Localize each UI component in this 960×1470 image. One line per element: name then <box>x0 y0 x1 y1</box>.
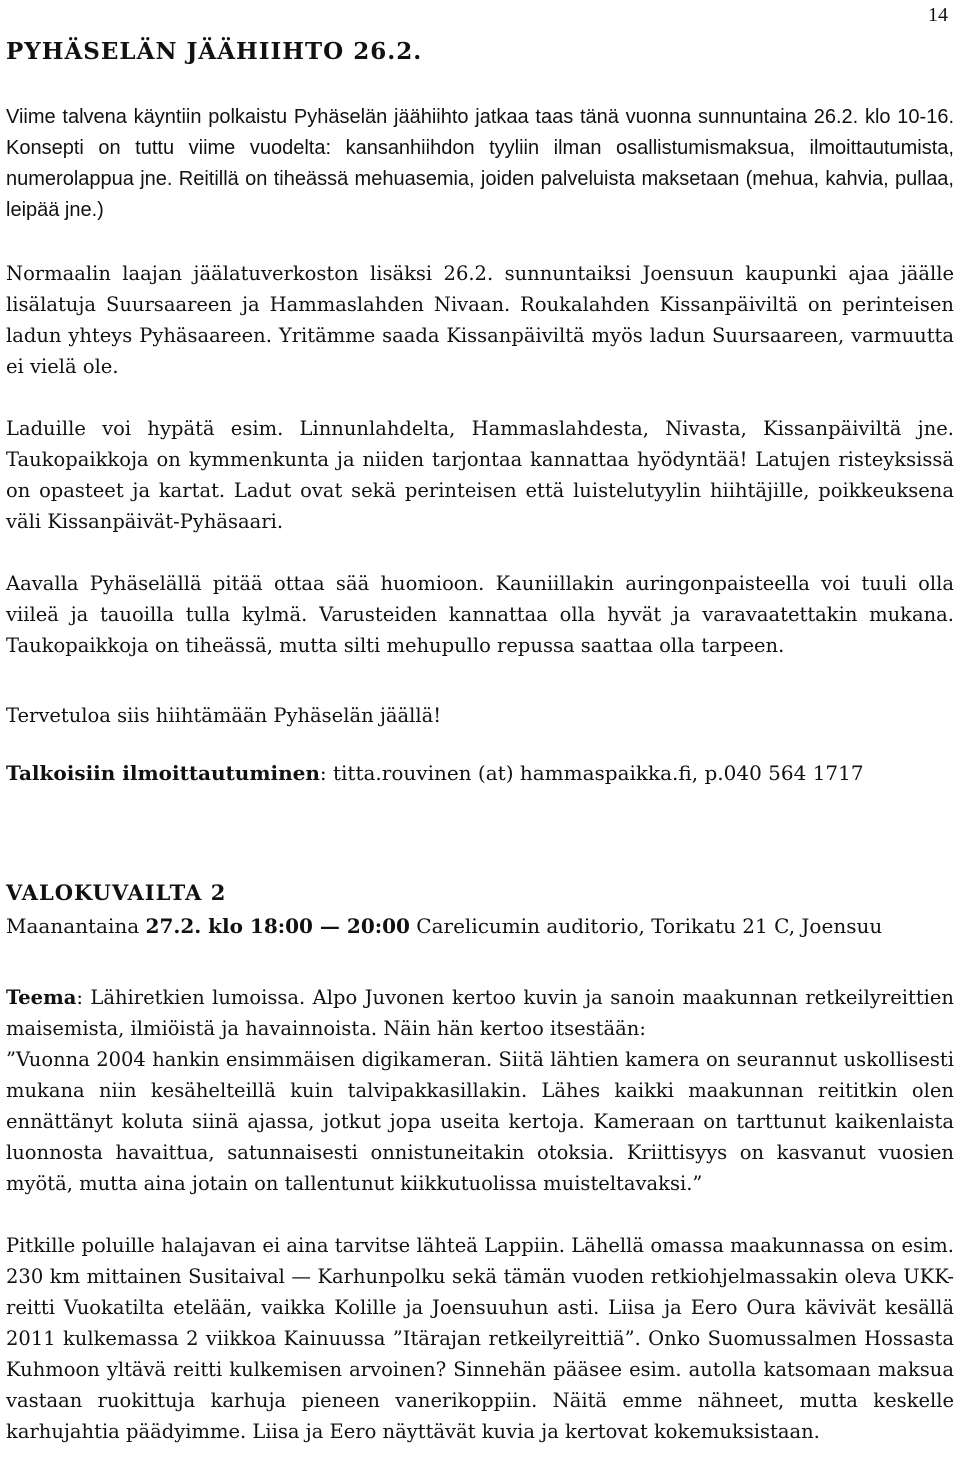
contact-details: : titta.rouvinen (at) hammaspaikka.fi, p.040 564 1717 <box>319 761 864 785</box>
event-datetime: 27.2. klo 18:00 — 20:00 <box>145 914 410 938</box>
intro-paragraph: Viime talvena käyntiin polkaistu Pyhäselän jäähiihto jatkaa taas tänä vuonna sunnuntaina 26.2. klo 10-16. Konsepti on tuttu viime vuodelta: kansanhiihdon tyyliin ilman osallistumismaksua, ilmoittautumista, numerolappua jne. Reitillä on tiheässä mehuasemia, joiden palveluista maksetaan (mehua, kahvia, pullaa, leipää jne.) <box>6 106 954 221</box>
weather-paragraph: Aavalla Pyhäselällä pitää ottaa sää huomioon. Kauniillakin auringonpaisteella voi tuuli olla viileä ja tauoilla tulla kylmä. Varusteiden kannattaa olla hyvät ja varavaatettakin mukana. Taukopaikkoja on tiheässä, mutta silti mehupullo repussa saattaa olla tarpeen. <box>6 572 954 657</box>
welcome-line: Tervetuloa siis hiihtämään Pyhäselän jäällä! <box>6 704 442 727</box>
quote-text: ”Vuonna 2004 hankin ensimmäisen digikameran. Siitä lähtien kamera on seurannut uskollisesti mukana niin kesähelteillä kuin talvipakkasillakin. Lähes kaikki maakunnan reititkin olen ennättänyt koluta siinä ajassa, jotkut jopa useita kertoja. Kameraan on tarttunut kaikenlaista luonnosta havaittua, satunnaisesti onnistuneitakin otoksia. Kriittisyys on kasvanut vuosien myötä, mutta aina jotain on tallentunut kiikkutuolissa muisteltavaksi.” <box>6 1048 954 1195</box>
page-number: 14 <box>928 4 948 26</box>
section-title-jaahiihto: PYHÄSELÄN JÄÄHIIHTO 26.2. <box>6 38 423 65</box>
event-when-line <box>6 914 882 938</box>
trails-paragraph: Pitkille poluille halajavan ei aina tarvitse lähteä Lappiin. Lähellä omassa maakunnassa on esim. 230 km mittainen Susitaival — Karhunpolku sekä tämän vuoden retkiohjelmassakin oleva UKK-reitti Vuokatilta etelään, vaikka Kolille ja Joensuuhun asti. Liisa ja Eero Oura kävivät kesällä 2011 kulkemassa 2 viikkoa Kainuussa ”Itärajan retkeilyreittiä”. Onko Suomussalmen Hossasta Kuhmoon yltävä reitti kulkemisen arvoinen? Sinnehän pääsee esim. autolla katsomaan maksua vastaan ruokittuja karhuja pieneen vanerikoppiin. Näitä emme nähneet, mutta keskelle karhujahtia päädyimme. Liisa ja Eero näyttävät kuvia ja kertovat kokemuksistaan. <box>6 1234 954 1443</box>
contact-line <box>6 758 954 789</box>
theme-text: : Lähiretkien lumoissa. Alpo Juvonen kertoo kuvin ja sanoin maakunnan retkeilyreittien maisemista, ilmiöistä ja havainnoista. Näin hän kertoo itsestään: <box>6 986 954 1040</box>
event-day: Maanantaina <box>6 914 146 938</box>
contact-label: Talkoisiin ilmoittautuminen <box>6 761 320 785</box>
tracks-paragraph: Normaalin laajan jäälatuverkoston lisäksi 26.2. sunnuntaiksi Joensuun kaupunki ajaa jäälle lisälatuja Suursaareen ja Hammaslahden Nivaan. Roukalahden Kissanpäiviltä on perinteisen ladun yhteys Pyhäsaareen. Yritämme saada Kissanpäiviltä myös ladun Suursaareen, varmuutta ei vielä ole. <box>6 262 954 378</box>
theme-label: Teema <box>6 986 77 1009</box>
event-place: Carelicumin auditorio, Torikatu 21 C, Joensuu <box>409 914 883 938</box>
section-title-valokuvailta: VALOKUVAILTA 2 <box>6 880 227 905</box>
access-paragraph: Laduille voi hypätä esim. Linnunlahdelta, Hammaslahdesta, Nivasta, Kissanpäiviltä jne. Taukopaikkoja on kymmenkunta ja niiden tarjontaa kannattaa hyödyntää! Latujen risteyksissä on opasteet ja kartat. Ladut ovat sekä perinteisen että luistelutyylin hiihtäjille, poikkeuksena väli Kissanpäivät-Pyhäsaari. <box>6 417 954 533</box>
theme-paragraph <box>6 982 954 1199</box>
